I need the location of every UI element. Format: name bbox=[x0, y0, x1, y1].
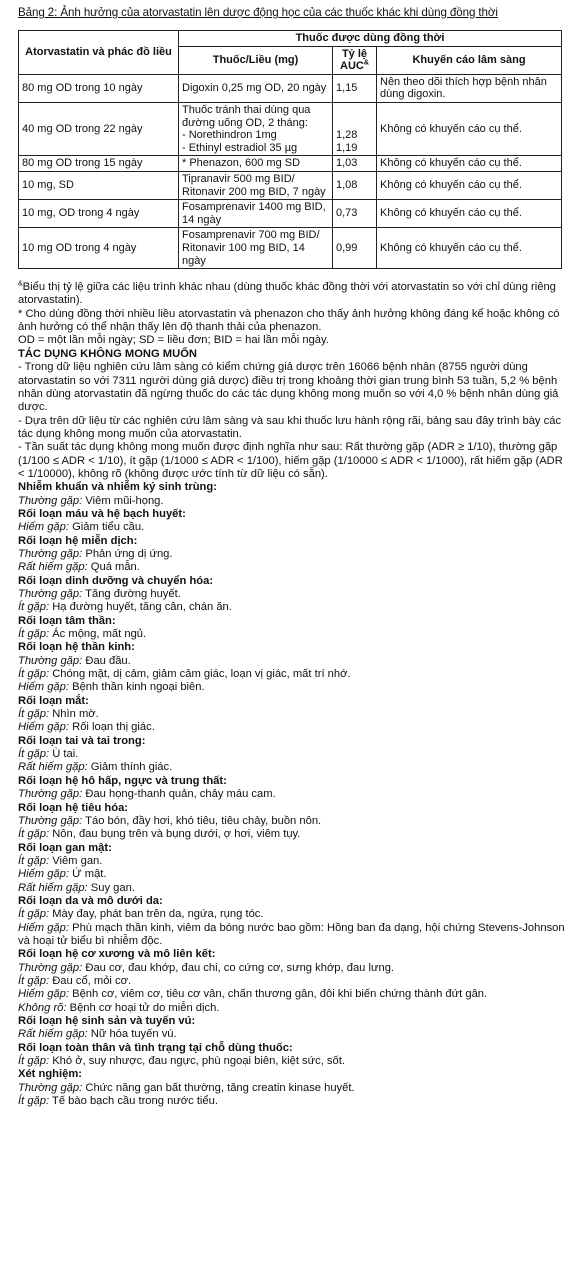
interaction-table bbox=[18, 30, 562, 269]
recommendation-cell: Không có khuyến cáo cụ thể. bbox=[377, 102, 562, 155]
section-item bbox=[18, 908, 566, 921]
section-title: Rối loạn hệ tiêu hóa: bbox=[18, 801, 129, 814]
section-title: Rối loạn tai và tai trong: bbox=[18, 734, 146, 747]
ratio-cell bbox=[333, 74, 377, 102]
effect-text: Ù tai. bbox=[49, 748, 79, 761]
section-item bbox=[18, 548, 566, 561]
effect-text: Đau đầu. bbox=[82, 654, 131, 667]
drug-cell bbox=[179, 74, 333, 102]
section-item bbox=[18, 1002, 566, 1015]
frequency-label: Ít gặp: bbox=[18, 908, 50, 921]
effect-text: Bệnh thần kinh ngoại biên. bbox=[69, 681, 205, 694]
regimen-cell: 40 mg OD trong 22 ngày bbox=[19, 102, 179, 155]
header-recommendation: Khuyến cáo lâm sàng bbox=[377, 46, 562, 74]
section-item bbox=[18, 521, 566, 534]
frequency-label: Thường gặp: bbox=[18, 654, 83, 667]
section-title: Rối loạn hệ miễn dịch: bbox=[18, 534, 138, 547]
frequency-label: Hiếm gặp: bbox=[18, 921, 69, 934]
adverse-para-3: - Tần suất tác dụng không mong muốn được định nghĩa như sau: Rất thường gặp (ADR ≥ 1/10), thường gặp (1/100 ≤ ADR < 1/10), ít gặp (1/1000 ≤ ADR < 1/100), hiếm gặp (1/10000 ≤ ADR < 1/1000), rất hiếm gặp (ADR < 1/10000), không rõ (không được ước tính từ dữ liệu có sẵn). bbox=[18, 441, 563, 480]
frequency-label: Ít gặp: bbox=[18, 974, 50, 987]
table-row bbox=[19, 74, 562, 102]
section-title: Rối loạn hệ cơ xương và mô liên kết: bbox=[18, 948, 216, 961]
frequency-label: Thường gặp: bbox=[18, 494, 83, 507]
section-title: Rối loạn hệ hô hấp, ngực và trung thất: bbox=[18, 774, 227, 787]
effect-text: Ác mộng, mất ngủ. bbox=[49, 628, 147, 641]
effect-text: Nữ hóa tuyến vú. bbox=[87, 1028, 177, 1041]
drug-cell bbox=[179, 200, 333, 228]
frequency-label: Thường gặp: bbox=[18, 961, 83, 974]
table-row bbox=[19, 102, 562, 155]
effect-text: Phù mạch thần kinh, viêm da bóng nước bao gồm: Hồng ban đa dạng, hội chứng Stevens-Johnson và hoại tử biểu bì nhiễm độc. bbox=[18, 921, 565, 947]
drug-cell-line: Thuốc tránh thai dùng qua đường uống OD, 2 tháng: bbox=[182, 103, 311, 129]
effect-text: Giảm tiểu cầu. bbox=[69, 521, 145, 534]
auc-sup: & bbox=[363, 59, 369, 67]
section-title: Rối loạn hệ sinh sản và tuyến vú: bbox=[18, 1015, 196, 1027]
recommendation-cell: Không có khuyến cáo cụ thể. bbox=[377, 228, 562, 269]
recommendation-cell: Không có khuyến cáo cụ thể. bbox=[377, 156, 562, 172]
ratio-cell-line: 0,99 bbox=[336, 241, 358, 254]
frequency-label: Không rõ: bbox=[18, 1001, 67, 1014]
effect-text: Hạ đường huyết, tăng cân, chán ăn. bbox=[49, 601, 232, 614]
effect-text: Nhìn mờ. bbox=[49, 708, 99, 721]
auc-label: Tỷ lệ AUC bbox=[340, 47, 368, 73]
section-item bbox=[18, 1055, 566, 1068]
section-title: Rối loạn tâm thần: bbox=[18, 614, 116, 627]
effect-text: Phản ứng dị ứng. bbox=[82, 547, 173, 560]
frequency-label: Hiếm gặp: bbox=[18, 681, 69, 694]
section-item bbox=[18, 788, 566, 801]
section-title: Nhiễm khuẩn và nhiễm ký sinh trùng: bbox=[18, 481, 217, 494]
frequency-label: Ít gặp: bbox=[18, 1095, 50, 1108]
table-row bbox=[19, 156, 562, 172]
section-item bbox=[18, 855, 566, 868]
drug-cell bbox=[179, 102, 333, 155]
effect-text: Bệnh cơ hoại tử do miễn dịch. bbox=[66, 1001, 220, 1014]
ratio-cell-line: 1,08 bbox=[336, 179, 358, 192]
section-title: Xét nghiệm: bbox=[18, 1068, 83, 1081]
frequency-label: Ít gặp: bbox=[18, 601, 50, 614]
regimen-cell: 80 mg OD trong 15 ngày bbox=[19, 156, 179, 172]
effect-text: Nôn, đau bụng trên và bụng dưới, ợ hơi, viêm tụy. bbox=[49, 828, 301, 841]
frequency-label: Hiếm gặp: bbox=[18, 988, 69, 1001]
recommendation-cell: Nên theo dõi thích hợp bệnh nhân dùng digoxin. bbox=[377, 74, 562, 102]
section-item bbox=[18, 962, 566, 975]
table-caption: Bảng 2: Ảnh hưởng của atorvastatin lên dược động học của các thuốc khác khi dùng đồng thời bbox=[18, 6, 498, 19]
table-row bbox=[19, 171, 562, 199]
section-item bbox=[18, 601, 566, 614]
drug-cell bbox=[179, 171, 333, 199]
section-item bbox=[18, 588, 566, 601]
frequency-label: Thường gặp: bbox=[18, 788, 83, 801]
adverse-heading: TÁC DỤNG KHÔNG MONG MUỐN bbox=[18, 347, 197, 360]
frequency-label: Rất hiếm gặp: bbox=[18, 761, 88, 774]
adverse-para-1: - Trong dữ liệu nghiên cứu lâm sàng có kiểm chứng giả dược trên 16066 bệnh nhân (8755 người dùng atorvastatin so với 7311 người dùng giả dược) điều trị trong khoảng thời gian trung bình 53 tuần, 5,2 % bệnh nhân dùng atorvastatin đã ngừng thuốc do các tác dụng không mong muốn so với 4,0 % bệnh nhân dùng giả dược. bbox=[18, 361, 559, 414]
ratio-cell bbox=[333, 171, 377, 199]
section-title: Rối loạn toàn thân và tình trạng tại chỗ dùng thuốc: bbox=[18, 1041, 293, 1054]
frequency-label: Thường gặp: bbox=[18, 1081, 83, 1094]
header-regimen: Atorvastatin và phác đồ liều bbox=[19, 31, 179, 75]
section-item bbox=[18, 1082, 566, 1095]
effect-text: Bệnh cơ, viêm cơ, tiêu cơ vân, chấn thương gân, đôi khi biến chứng thành đứt gân. bbox=[69, 988, 488, 1001]
effect-text: Đau cơ, đau khớp, đau chi, co cứng cơ, sưng khớp, đau lưng. bbox=[82, 961, 395, 974]
ratio-cell bbox=[333, 228, 377, 269]
section-item bbox=[18, 561, 566, 574]
footnote-ratio-text: Biểu thị tỷ lệ giữa các liệu trình khác nhau (dùng thuốc khác đồng thời với atorvastatin so với chỉ dùng riêng atorvastatin). bbox=[18, 281, 556, 307]
drug-cell bbox=[179, 228, 333, 269]
frequency-label: Rất hiếm gặp: bbox=[18, 561, 88, 574]
table-row bbox=[19, 228, 562, 269]
drug-cell-line: Tipranavir 500 mg BID/ Ritonavir 200 mg BID, 7 ngày bbox=[182, 172, 326, 198]
section-item bbox=[18, 748, 566, 761]
effect-text: Tăng đường huyết. bbox=[82, 588, 181, 600]
section-item bbox=[18, 761, 566, 774]
section-item bbox=[18, 495, 566, 508]
ratio-cell-line: 1,28 bbox=[336, 129, 358, 142]
section-item bbox=[18, 882, 566, 895]
footnote-abbrev: OD = một lần mỗi ngày; SD = liều đơn; BID = hai lần mỗi ngày. bbox=[18, 334, 329, 347]
regimen-cell: 10 mg, SD bbox=[19, 171, 179, 199]
effect-text: Táo bón, đầy hơi, khó tiêu, tiêu chảy, buồn nôn. bbox=[82, 814, 322, 827]
section-item bbox=[18, 668, 566, 681]
header-auc-ratio bbox=[333, 46, 377, 74]
section-item bbox=[18, 681, 566, 694]
effect-text: Viêm gan. bbox=[49, 854, 103, 867]
ratio-cell-line: 1,03 bbox=[336, 157, 358, 170]
section-title: Rối loạn hệ thần kinh: bbox=[18, 641, 135, 654]
section-item bbox=[18, 922, 566, 949]
frequency-label: Rất hiếm gặp: bbox=[18, 1028, 88, 1041]
frequency-label: Hiếm gặp: bbox=[18, 868, 69, 881]
section-item bbox=[18, 1028, 566, 1041]
effect-text: Đau cổ, mỏi cơ. bbox=[49, 974, 132, 987]
drug-cell-line: Digoxin 0,25 mg OD, 20 ngày bbox=[182, 82, 327, 95]
effect-text: Giảm thính giác. bbox=[87, 761, 173, 774]
ratio-cell-line: 1,15 bbox=[336, 82, 358, 95]
footnote-phenazon: * Cho dùng đồng thời nhiều liều atorvastatin và phenazon cho thấy ảnh hưởng không đáng kể hoặc không có ảnh hưởng có thể nhận thấy lên độ thanh thải của phenazon. bbox=[18, 307, 560, 334]
frequency-label: Hiếm gặp: bbox=[18, 721, 69, 734]
frequency-label: Hiếm gặp: bbox=[18, 521, 69, 534]
effect-text: Chức năng gan bất thường, tăng creatin kinase huyết. bbox=[82, 1081, 355, 1094]
effect-text: Chóng mặt, dị cảm, giảm cảm giác, loạn vị giác, mất trí nhớ. bbox=[49, 668, 351, 681]
regimen-cell: 10 mg OD trong 4 ngày bbox=[19, 228, 179, 269]
section-title: Rối loạn da và mô dưới da: bbox=[18, 894, 163, 907]
section-item bbox=[18, 988, 566, 1001]
frequency-label: Ít gặp: bbox=[18, 854, 50, 867]
ratio-cell bbox=[333, 102, 377, 155]
drug-cell-line: - Ethinyl estradiol 35 µg bbox=[182, 141, 298, 154]
section-item bbox=[18, 868, 566, 881]
table-row bbox=[19, 200, 562, 228]
section-title: Rối loạn máu và hệ bạch huyết: bbox=[18, 507, 186, 520]
notes-section bbox=[18, 281, 566, 1108]
frequency-label: Thường gặp: bbox=[18, 814, 83, 827]
drug-cell-line: Fosamprenavir 700 mg BID/ Ritonavir 100 mg BID, 14 ngày bbox=[182, 229, 320, 267]
effect-text: Tế bào bạch cầu trong nước tiểu. bbox=[49, 1095, 218, 1108]
footnote-sup: & bbox=[18, 280, 23, 288]
effect-text: Viêm mũi-họng. bbox=[82, 494, 164, 507]
ratio-cell-line: 1,19 bbox=[336, 141, 358, 154]
footnote-ratio bbox=[18, 281, 566, 308]
adverse-sections bbox=[18, 481, 566, 1108]
frequency-label: Rất hiếm gặp: bbox=[18, 881, 88, 894]
header-coadministered: Thuốc được dùng đồng thời bbox=[179, 31, 562, 47]
frequency-label: Ít gặp: bbox=[18, 828, 50, 841]
effect-text: Khó ở, suy nhược, đau ngực, phù ngoại biên, kiệt sức, sốt. bbox=[49, 1055, 345, 1068]
frequency-label: Ít gặp: bbox=[18, 668, 50, 681]
section-item bbox=[18, 975, 566, 988]
header-drug-dose: Thuốc/Liều (mg) bbox=[179, 46, 333, 74]
drug-cell bbox=[179, 156, 333, 172]
section-item bbox=[18, 655, 566, 668]
section-title: Rối loạn gan mật: bbox=[18, 841, 112, 854]
section-title: Rối loạn dinh dưỡng và chuyển hóa: bbox=[18, 574, 214, 587]
section-item bbox=[18, 628, 566, 641]
adverse-para-2: - Dựa trên dữ liệu từ các nghiên cứu lâm sàng và sau khi thuốc lưu hành rộng rãi, bảng sau đây trình bày các tác dụng không mong muốn của atorvastatin. bbox=[18, 414, 562, 440]
section-item bbox=[18, 721, 566, 734]
recommendation-cell: Không có khuyến cáo cụ thể. bbox=[377, 171, 562, 199]
effect-text: Suy gan. bbox=[87, 881, 135, 894]
section-title: Rối loạn mắt: bbox=[18, 694, 89, 707]
frequency-label: Thường gặp: bbox=[18, 588, 83, 600]
effect-text: Đau họng-thanh quản, chảy máu cam. bbox=[82, 788, 276, 801]
section-item bbox=[18, 1095, 566, 1108]
recommendation-cell: Không có khuyến cáo cụ thể. bbox=[377, 200, 562, 228]
regimen-cell: 10 mg, OD trong 4 ngày bbox=[19, 200, 179, 228]
ratio-cell-line: 0,73 bbox=[336, 207, 358, 220]
ratio-cell bbox=[333, 200, 377, 228]
drug-cell-line: Fosamprenavir 1400 mg BID, 14 ngày bbox=[182, 201, 326, 226]
effect-text: Quá mẫn. bbox=[87, 561, 140, 574]
frequency-label: Ít gặp: bbox=[18, 628, 50, 641]
section-item bbox=[18, 828, 566, 841]
ratio-cell bbox=[333, 156, 377, 172]
drug-cell-line: - Norethindron 1mg bbox=[182, 129, 277, 142]
effect-text: Rối loạn thị giác. bbox=[69, 721, 155, 734]
frequency-label: Thường gặp: bbox=[18, 547, 83, 560]
effect-text: Mày đay, phát ban trên da, ngứa, rụng tóc. bbox=[49, 908, 264, 921]
section-item bbox=[18, 815, 566, 828]
frequency-label: Ít gặp: bbox=[18, 708, 50, 721]
section-item bbox=[18, 708, 566, 721]
frequency-label: Ít gặp: bbox=[18, 1055, 50, 1068]
regimen-cell: 80 mg OD trong 10 ngày bbox=[19, 74, 179, 102]
effect-text: Ứ mật. bbox=[69, 868, 107, 881]
drug-cell-line: * Phenazon, 600 mg SD bbox=[182, 157, 301, 170]
frequency-label: Ít gặp: bbox=[18, 748, 50, 761]
